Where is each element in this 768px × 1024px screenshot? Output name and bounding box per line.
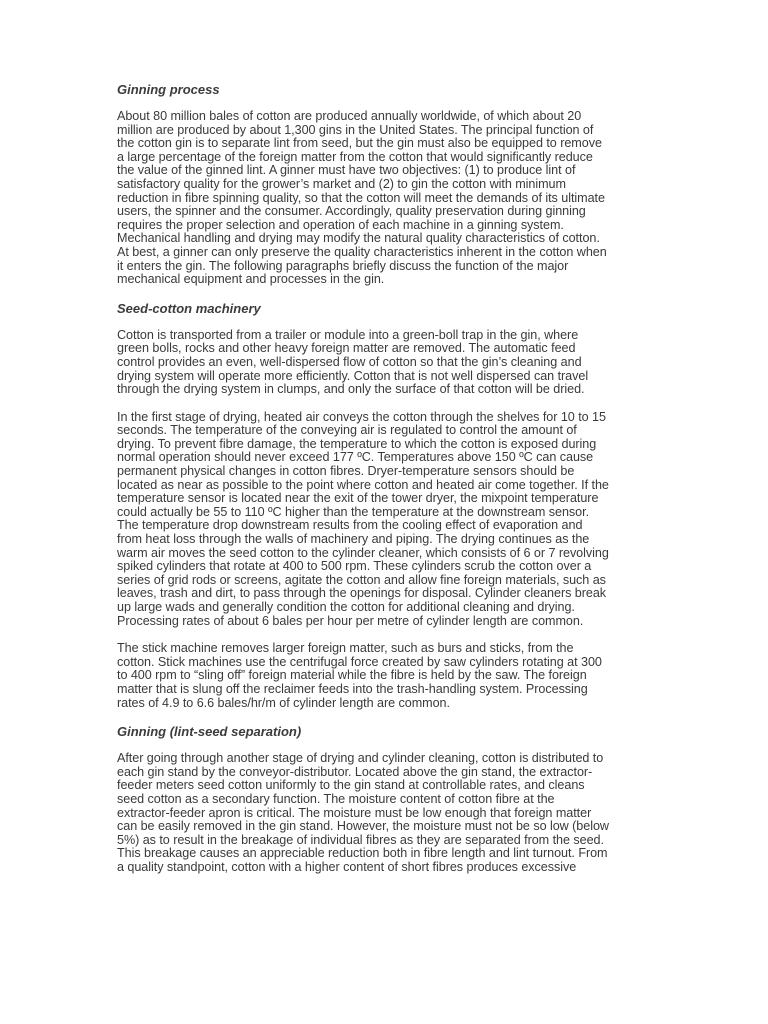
- text-line: the cotton gin is to separate lint from seed, but the gin must also be equipped to remove: [117, 136, 602, 151]
- text-line: drying system will operate more efficiently. Cotton that is not well dispersed can travel: [117, 368, 589, 383]
- text-line: In the first stage of drying, heated air conveys the cotton through the shelves for 10 to 15: [117, 409, 606, 424]
- section-seed-cotton-machinery: [117, 301, 645, 710]
- text-line: drying. To prevent fibre damage, the temperature to which the cotton is exposed during: [117, 436, 597, 451]
- text-line: located as near as possible to the point where cotton and heated air come together. If the: [117, 477, 609, 492]
- paragraph: [117, 642, 645, 710]
- text-line: requires the proper selection and operation of each machine in a ginning system.: [117, 217, 564, 232]
- text-line: it enters the gin. The following paragraphs briefly discuss the function of the major: [117, 258, 569, 273]
- text-line: satisfactory quality for the grower’s market and (2) to gin the cotton with minimum: [117, 176, 566, 191]
- text-line: Processing rates of about 6 bales per hour per metre of cylinder length are common.: [117, 613, 584, 628]
- text-line: up large wads and generally condition the cotton for additional cleaning and drying.: [117, 600, 575, 614]
- text-line: green bolls, rocks and other heavy foreign matter are removed. The automatic feed: [117, 341, 576, 356]
- text-line: After going through another stage of drying and cylinder cleaning, cotton is distributed to: [117, 751, 604, 766]
- section-heading: Seed-cotton machinery: [117, 300, 261, 316]
- text-line: 5%) as to result in the breakage of individual fibres as they are separated from the seed.: [117, 832, 604, 847]
- paragraph: [117, 110, 645, 287]
- text-line: Cotton is transported from a trailer or module into a green-boll trap in the gin, where: [117, 327, 579, 342]
- paragraph: [117, 411, 645, 629]
- text-line: This breakage causes an appreciable reduction both in fibre length and lint turnout. From: [117, 846, 608, 861]
- text-line: can be easily removed in the gin stand. However, the moisture must not be so low (below: [117, 819, 609, 834]
- text-line: reduction in fibre spinning quality, so that the cotton will meet the demands of its ultimate: [117, 190, 605, 205]
- text-line: extractor-feeder apron is critical. The moisture must be low enough that foreign matter: [117, 805, 592, 820]
- text-line: each gin stand by the conveyor-distributor. Located above the gin stand, the extractor-: [117, 764, 593, 779]
- text-line: feeder meters seed cotton uniformly to the gin stand at controllable rates, and cleans: [117, 778, 585, 793]
- text-line: The stick machine removes larger foreign matter, such as burs and sticks, from the: [117, 641, 574, 656]
- text-line: a quality standpoint, cotton with a higher content of short fibres produces excessive: [117, 859, 577, 874]
- text-line: to 400 rpm to “sling off” foreign material while the fibre is held by the saw. The foreign: [117, 668, 587, 683]
- text-line: About 80 million bales of cotton are produced annually worldwide, of which about 20: [117, 109, 582, 123]
- text-line: through the drying system in clumps, and only the surface of that cotton will be dried.: [117, 382, 585, 397]
- text-line: matter that is slung off the reclaimer feeds into the trash-handling system. Processing: [117, 681, 588, 696]
- section-heading: Ginning (lint-seed separation): [117, 724, 302, 740]
- text-line: seed cotton as a secondary function. The moisture content of cotton fibre at the: [117, 791, 555, 806]
- text-line: control provides an even, well-dispersed flow of cotton so that the gin’s cleaning and: [117, 354, 582, 369]
- text-line: a large percentage of the foreign matter from the cotton that would significantly reduce: [117, 149, 593, 164]
- text-line: warm air moves the seed cotton to the cylinder cleaner, which consists of 6 or 7 revolving: [117, 545, 609, 560]
- text-line: rates of 4.9 to 6.6 bales/hr/m of cylinder length are common.: [117, 695, 450, 710]
- text-line: users, the spinner and the consumer. Accordingly, quality preservation during ginning: [117, 204, 586, 219]
- text-line: permanent physical changes in cotton fibres. Dryer-temperature sensors should be: [117, 464, 575, 479]
- text-line: At best, a ginner can only preserve the quality characteristics inherent in the cotton when: [117, 244, 607, 259]
- text-line: Mechanical handling and drying may modify the natural quality characteristics of cotton.: [117, 231, 600, 246]
- text-line: million are produced by about 1,300 gins in the United States. The principal function of: [117, 122, 594, 137]
- text-line: seconds. The temperature of the conveying air is regulated to control the amount of: [117, 423, 577, 438]
- paragraph: [117, 752, 645, 874]
- text-line: the value of the ginned lint. A ginner must have two objectives: (1) to produce lint of: [117, 163, 576, 178]
- text-line: leaves, trash and dirt, to pass through the openings for disposal. Cylinder cleaners break: [117, 586, 607, 601]
- text-line: from heat loss through the walls of machinery and piping. The drying continues as the: [117, 532, 590, 547]
- text-line: mechanical equipment and processes in the gin.: [117, 272, 385, 287]
- text-line: cotton. Stick machines use the centrifugal force created by saw cylinders rotating at 300: [117, 654, 602, 669]
- section-heading: Ginning process: [117, 82, 220, 97]
- text-line: series of grid rods or screens, agitate the cotton and allow fine foreign materials, such as: [117, 572, 606, 587]
- section-ginning-process: [117, 82, 645, 287]
- text-line: could actually be 55 to 110 ºC higher than the temperature at the downstream sensor.: [117, 504, 590, 519]
- section-ginning-lint-seed-separation: [117, 724, 645, 874]
- text-line: normal operation should never exceed 177 ºC. Temperatures above 150 ºC can cause: [117, 450, 594, 465]
- paragraph: [117, 329, 645, 397]
- text-line: temperature sensor is located near the exit of the tower dryer, the mixpoint temperature: [117, 491, 599, 506]
- text-line: The temperature drop downstream results from the cooling effect of evaporation and: [117, 518, 583, 533]
- document-page: [117, 82, 645, 889]
- text-line: spiked cylinders that rotate at 400 to 500 rpm. These cylinders scrub the cotton over a: [117, 559, 592, 574]
